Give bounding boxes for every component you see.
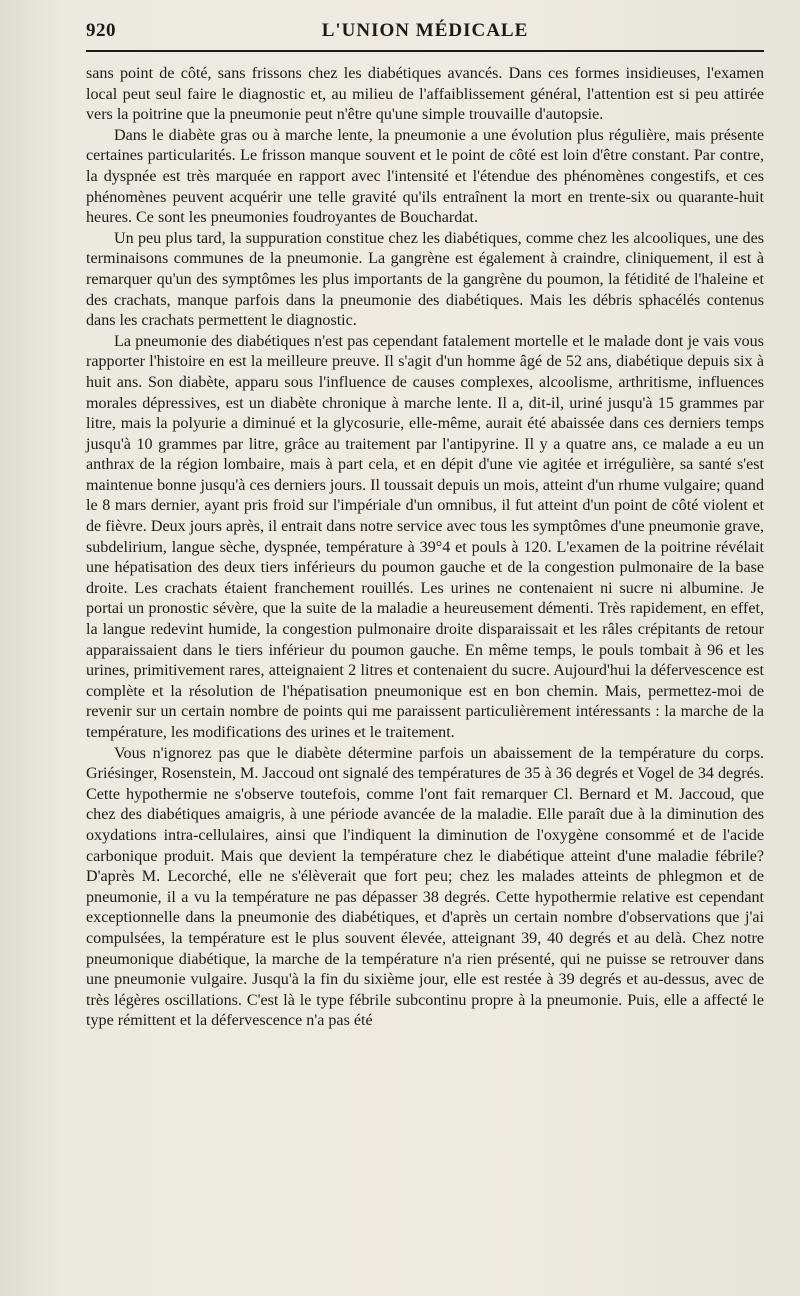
paragraph: sans point de côté, sans frissons chez les diabétiques avancés. Dans ces formes insidieuses, l'examen local peut seul faire le diagnostic et, au milieu de l'affaiblissement général, l'attention est si peu attirée vers la poitrine que la pneumonie peut n'être qu'une simple trouvaille d'autopsie. <box>86 65 764 124</box>
page-number: 920 <box>86 20 116 41</box>
running-head <box>86 18 764 48</box>
paragraph: Vous n'ignorez pas que le diabète détermine parfois un abaissement de la température du corps. Griésinger, Rosenstein, M. Jaccoud ont signalé des températures de 35 à 36 degrés et Vogel de 34 degrés. Cette hypothermie ne s'observe toutefois, comme l'ont fait remarquer Cl. Bernard et M. Jaccoud, que chez des diabétiques amaigris, à une période avancée de la maladie. Elle paraît due à la diminution des oxydations intra-cellulaires, ainsi que l'indiquent la diminution de l'oxygène consommé et de l'acide carbonique produit. Mais que devient la température chez le diabétique atteint d'une maladie fébrile? D'après M. Lecorché, elle ne s'élèverait que fort peu; chez les malades atteints de phlegmon et de pneumonie, il a vu la température ne pas dépasser 38 degrés. Cette hypothermie relative est cependant exceptionnelle dans la pneumonie des diabétiques, et d'après un certain nombre d'observations que j'ai compulsées, la température est le plus souvent élevée, atteignant 39, 40 degrés et au delà. Chez notre pneumonique diabétique, la marche de la température n'a rien présenté, qui ne puisse se retrouver dans une pneumonie vulgaire. Jusqu'à la fin du sixième jour, elle est restée à 39 degrés et au-dessus, avec de très légères oscillations. C'est là le type fébrile subcontinu propre à la pneumonie. Puis, elle a affecté le type rémittent et la défervescence n'a pas été <box>86 744 764 1030</box>
article-body <box>86 64 764 1032</box>
paragraph: Dans le diabète gras ou à marche lente, la pneumonie a une évolution plus régulière, mais présente certaines particularités. Le frisson manque souvent et le point de côté est loin d'être constant. Par contre, la dyspnée est très marquée en rapport avec l'intensité et l'étendue des phénomènes congestifs, et ces phénomènes peuvent acquérir une telle gravité qu'ils entraînent la mort en trente-six ou quarante-huit heures. Ce sont les pneumonies foudroyantes de Bouchardat. <box>86 126 764 227</box>
header-rule <box>86 50 764 52</box>
paragraph: Un peu plus tard, la suppuration constitue chez les diabétiques, comme chez les alcooliques, une des terminaisons communes de la pneumonie. La gangrène est également à craindre, cliniquement, il est à remarquer qu'un des symptômes les plus importants de la gangrène du poumon, la fétidité de l'haleine et des crachats, manque parfois dans la pneumonie des diabétiques. Mais les débris sphacélés contenus dans les crachats permettent le diagnostic. <box>86 229 764 330</box>
journal-title: L'UNION MÉDICALE <box>321 20 529 41</box>
paragraph: La pneumonie des diabétiques n'est pas cependant fatalement mortelle et le malade dont je vais vous rapporter l'histoire en est la meilleure preuve. Il s'agit d'un homme âgé de 52 ans, diabétique depuis six à huit ans. Son diabète, apparu sous l'influence de causes complexes, alcoolisme, arthritisme, influences morales dépressives, est un diabète chronique à marche lente. Il a, dit-il, uriné jusqu'à 15 grammes par litre, mais la polyurie a diminué et la glycosurie, elle-même, aurait été abaissée dans ces derniers temps jusqu'à 10 grammes par litre, grâce au traitement par l'antipyrine. Il y a quatre ans, ce malade a eu un anthrax de la région lombaire, mais à part cela, et en dépit d'une vie agitée et irrégulière, sa santé s'est maintenue bonne jusqu'à ces derniers jours. Il toussait depuis un mois, atteint d'un rhume vulgaire; quand le 8 mars dernier, ayant pris froid sur l'impériale d'un omnibus, il fut atteint d'un point de côté violent et de fièvre. Deux jours après, il entrait dans notre service avec tous les symptômes d'une pneumonie grave, subdelirium, langue sèche, dyspnée, température à 39°4 et pouls à 120. L'examen de la poitrine révélait une hépatisation des deux tiers inférieurs du poumon gauche et de la congestion pulmonaire de la base droite. Les crachats étaient franchement rouillés. Les urines ne contenaient ni sucre ni albumine. Je portai un pronostic sévère, que la suite de la maladie a heureusement démenti. Très rapidement, en effet, la langue redevint humide, la congestion pulmonaire droite disparaissait et les râles crépitants de retour apparaissaient dans le tiers inférieur du poumon gauche. En même temps, le pouls tombait à 96 et les urines, primitivement rares, atteignaient 2 litres et contenaient du sucre. Aujourd'hui la défervescence est complète et la résolution de l'hépatisation pneumonique est en bon chemin. Mais, permettez-moi de revenir sur un certain nombre de points qui me paraissent particulièrement intéressants : la marche de la température, les modifications des urines et le traitement. <box>86 332 764 741</box>
